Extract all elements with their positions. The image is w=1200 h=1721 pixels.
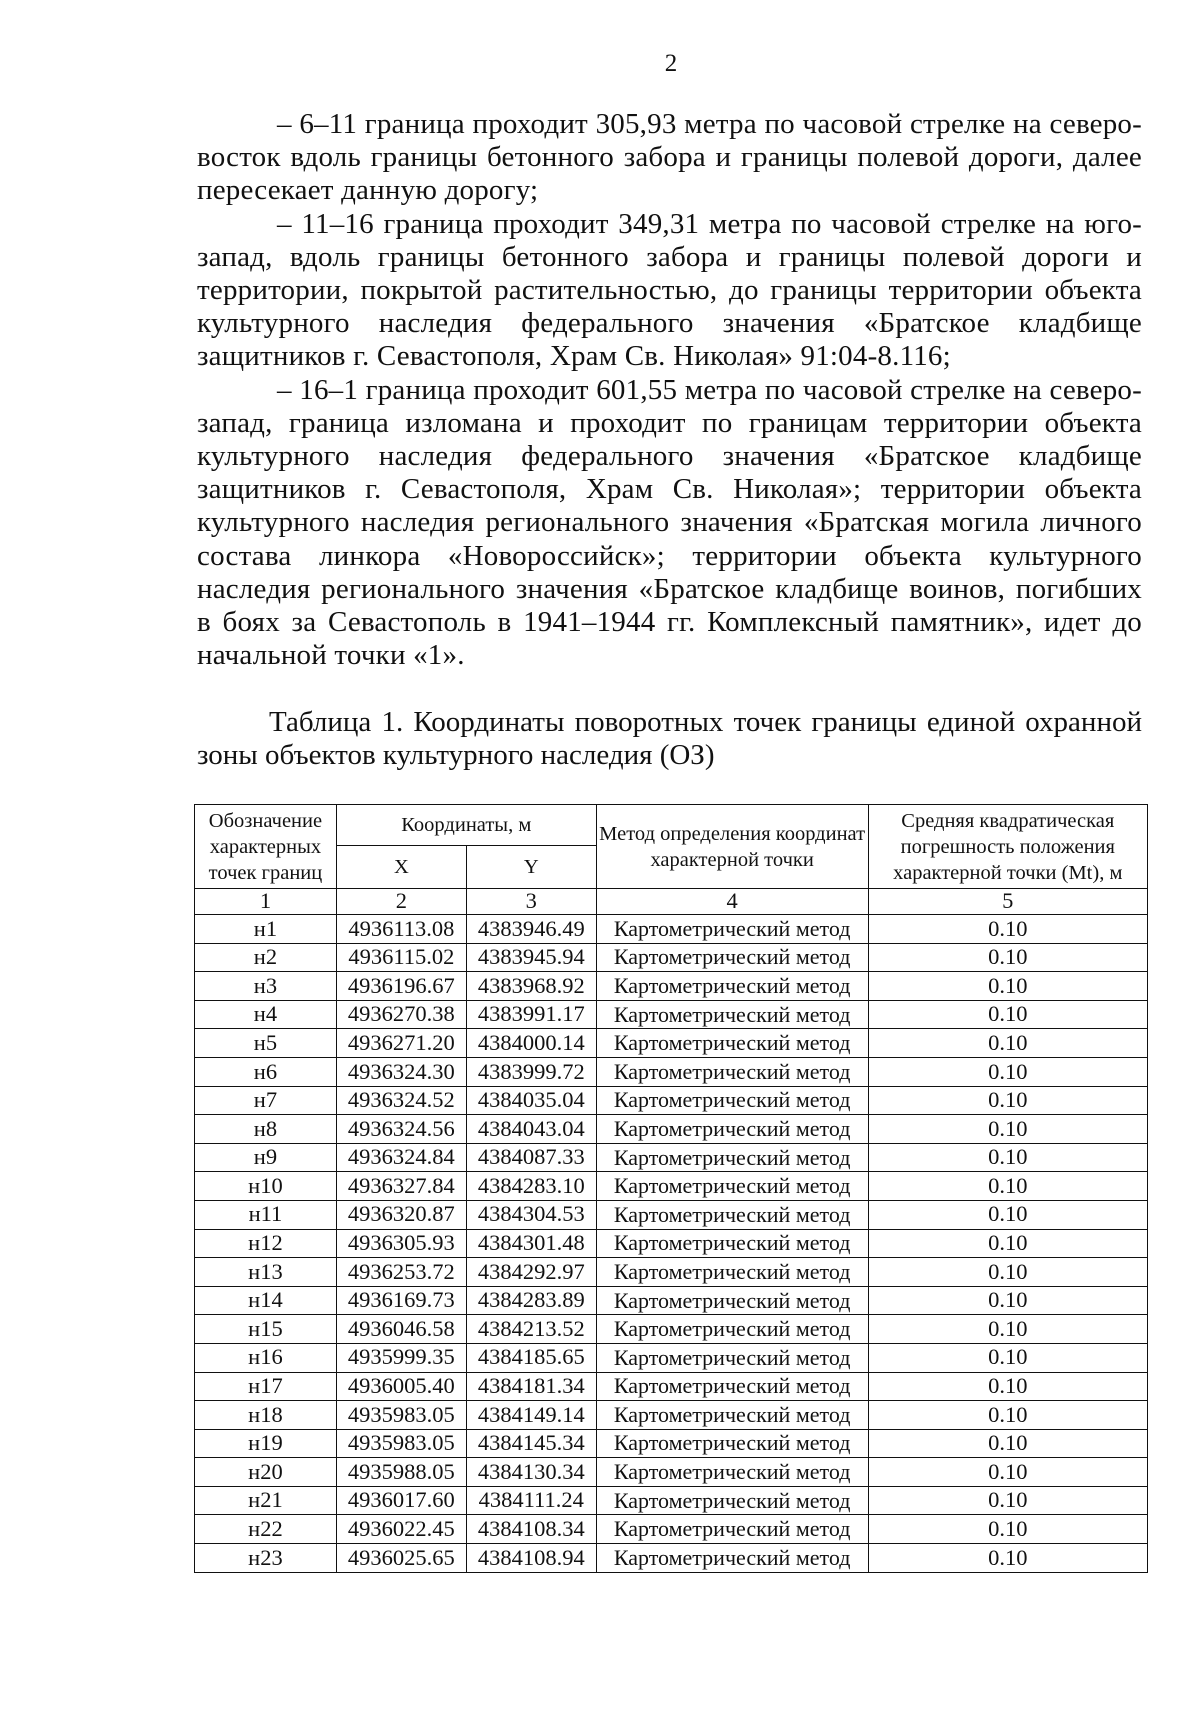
mt-cell: 0.10 (868, 1029, 1147, 1058)
x-cell: 4935983.05 (336, 1401, 466, 1430)
table-row (195, 1057, 1148, 1086)
table-row (195, 1315, 1148, 1344)
point-cell: н7 (195, 1086, 337, 1115)
table-row (195, 1029, 1148, 1058)
y-cell: 4384035.04 (466, 1086, 596, 1115)
point-cell: н17 (195, 1372, 337, 1401)
paragraph-segment-16-1: – 16–1 граница проходит 601,55 метра по часовой стрелке на северо-запад, граница изломана и проходит по границам территории объекта культурного наследия федерального значения «Братское кладбище защитников г. Севастополя, Храм Св. Николая»; территории объекта культурного наследия регионального значения «Братская могила личного состава линкора «Новороссийск»; территории объекта культурного наследия регионального значения «Братское кладбище воинов, погибших в боях за Севастополь в 1941–1944 гг. Комплексный памятник», идет до начальной точки «1». (197, 373, 1142, 672)
mt-cell: 0.10 (868, 1258, 1147, 1287)
mt-cell: 0.10 (868, 972, 1147, 1001)
table-row (195, 1372, 1148, 1401)
table-row (195, 1143, 1148, 1172)
method-cell: Картометрический метод (596, 943, 868, 972)
x-cell: 4936253.72 (336, 1258, 466, 1287)
x-cell: 4936320.87 (336, 1200, 466, 1229)
x-cell: 4936169.73 (336, 1286, 466, 1315)
y-cell: 4384108.34 (466, 1515, 596, 1544)
method-cell: Картометрический метод (596, 1057, 868, 1086)
x-cell: 4936005.40 (336, 1372, 466, 1401)
table-row (195, 1458, 1148, 1487)
table-row (195, 1343, 1148, 1372)
method-cell: Картометрический метод (596, 1029, 868, 1058)
x-cell: 4936046.58 (336, 1315, 466, 1344)
y-cell: 4384304.53 (466, 1200, 596, 1229)
method-cell: Картометрический метод (596, 1372, 868, 1401)
header-designation: Обозначение характерных точек границ (195, 805, 337, 889)
point-cell: н8 (195, 1115, 337, 1144)
x-cell: 4936270.38 (336, 1000, 466, 1029)
point-cell: н11 (195, 1200, 337, 1229)
y-cell: 4384292.97 (466, 1258, 596, 1287)
mt-cell: 0.10 (868, 1401, 1147, 1430)
y-cell: 4384000.14 (466, 1029, 596, 1058)
table-row (195, 1486, 1148, 1515)
table-row (195, 1086, 1148, 1115)
mt-cell: 0.10 (868, 943, 1147, 972)
method-cell: Картометрический метод (596, 1515, 868, 1544)
column-number-row (195, 889, 1148, 915)
mt-cell: 0.10 (868, 1172, 1147, 1201)
column-number: 1 (195, 889, 337, 915)
x-cell: 4935988.05 (336, 1458, 466, 1487)
table-row (195, 1544, 1148, 1573)
table-row (195, 1401, 1148, 1430)
table-row (195, 943, 1148, 972)
x-cell: 4936025.65 (336, 1544, 466, 1573)
table-row (195, 915, 1148, 944)
mt-cell: 0.10 (868, 1086, 1147, 1115)
method-cell: Картометрический метод (596, 1315, 868, 1344)
x-cell: 4936113.08 (336, 915, 466, 944)
column-number: 3 (466, 889, 596, 915)
mt-cell: 0.10 (868, 1200, 1147, 1229)
paragraph-segment-6-11: – 6–11 граница проходит 305,93 метра по часовой стрелке на северо-восток вдоль границы бетонного забора и границы полевой дороги, далее пересекает данную дорогу; (197, 108, 1142, 207)
method-cell: Картометрический метод (596, 1086, 868, 1115)
point-cell: н21 (195, 1486, 337, 1515)
method-cell: Картометрический метод (596, 1544, 868, 1573)
header-x: X (336, 846, 466, 889)
method-cell: Картометрический метод (596, 1343, 868, 1372)
method-cell: Картометрический метод (596, 1200, 868, 1229)
method-cell: Картометрический метод (596, 1458, 868, 1487)
method-cell: Картометрический метод (596, 1486, 868, 1515)
mt-cell: 0.10 (868, 1486, 1147, 1515)
method-cell: Картометрический метод (596, 972, 868, 1001)
x-cell: 4936196.67 (336, 972, 466, 1001)
point-cell: н4 (195, 1000, 337, 1029)
y-cell: 4383945.94 (466, 943, 596, 972)
table-row (195, 1286, 1148, 1315)
table-row (195, 1515, 1148, 1544)
page-number: 2 (664, 50, 678, 77)
y-cell: 4384145.34 (466, 1429, 596, 1458)
method-cell: Картометрический метод (596, 1286, 868, 1315)
mt-cell: 0.10 (868, 1229, 1147, 1258)
y-cell: 4384111.24 (466, 1486, 596, 1515)
table-row (195, 1258, 1148, 1287)
method-cell: Картометрический метод (596, 1401, 868, 1430)
column-number: 2 (336, 889, 466, 915)
y-cell: 4383991.17 (466, 1000, 596, 1029)
method-cell: Картометрический метод (596, 1172, 868, 1201)
point-cell: н23 (195, 1544, 337, 1573)
point-cell: н2 (195, 943, 337, 972)
x-cell: 4936271.20 (336, 1029, 466, 1058)
mt-cell: 0.10 (868, 1458, 1147, 1487)
y-cell: 4383968.92 (466, 972, 596, 1001)
point-cell: н18 (195, 1401, 337, 1430)
method-cell: Картометрический метод (596, 915, 868, 944)
table-row (195, 1429, 1148, 1458)
point-cell: н20 (195, 1458, 337, 1487)
method-cell: Картометрический метод (596, 1143, 868, 1172)
x-cell: 4935999.35 (336, 1343, 466, 1372)
x-cell: 4935983.05 (336, 1429, 466, 1458)
table-row (195, 1200, 1148, 1229)
x-cell: 4936017.60 (336, 1486, 466, 1515)
y-cell: 4384213.52 (466, 1315, 596, 1344)
point-cell: н10 (195, 1172, 337, 1201)
x-cell: 4936022.45 (336, 1515, 466, 1544)
mt-cell: 0.10 (868, 1544, 1147, 1573)
y-cell: 4383999.72 (466, 1057, 596, 1086)
header-method: Метод определения координат характерной точки (596, 805, 868, 889)
point-cell: н19 (195, 1429, 337, 1458)
method-cell: Картометрический метод (596, 1229, 868, 1258)
y-cell: 4384149.14 (466, 1401, 596, 1430)
x-cell: 4936324.52 (336, 1086, 466, 1115)
table-row (195, 1172, 1148, 1201)
header-y: Y (466, 846, 596, 889)
x-cell: 4936115.02 (336, 943, 466, 972)
y-cell: 4384283.89 (466, 1286, 596, 1315)
y-cell: 4384301.48 (466, 1229, 596, 1258)
x-cell: 4936327.84 (336, 1172, 466, 1201)
mt-cell: 0.10 (868, 1515, 1147, 1544)
y-cell: 4384283.10 (466, 1172, 596, 1201)
point-cell: н5 (195, 1029, 337, 1058)
point-cell: н13 (195, 1258, 337, 1287)
mt-cell: 0.10 (868, 1372, 1147, 1401)
point-cell: н14 (195, 1286, 337, 1315)
method-cell: Картометрический метод (596, 1429, 868, 1458)
point-cell: н12 (195, 1229, 337, 1258)
table-caption: Таблица 1. Координаты поворотных точек границы единой охранной зоны объектов культурного наследия (ОЗ) (197, 706, 1142, 772)
method-cell: Картометрический метод (596, 1115, 868, 1144)
table-row (195, 1229, 1148, 1258)
mt-cell: 0.10 (868, 1000, 1147, 1029)
method-cell: Картометрический метод (596, 1258, 868, 1287)
paragraph-segment-11-16: – 11–16 граница проходит 349,31 метра по часовой стрелке на юго-запад, вдоль границы бетонного забора и границы полевой дороги и территории, покрытой растительностью, до границы территории объекта культурного наследия федерального значения «Братское кладбище защитников г. Севастополя, Храм Св. Николая» 91:04-8.116; (197, 207, 1142, 373)
y-cell: 4384185.65 (466, 1343, 596, 1372)
method-cell: Картометрический метод (596, 1000, 868, 1029)
point-cell: н1 (195, 915, 337, 944)
mt-cell: 0.10 (868, 915, 1147, 944)
mt-cell: 0.10 (868, 1315, 1147, 1344)
x-cell: 4936324.30 (336, 1057, 466, 1086)
point-cell: н9 (195, 1143, 337, 1172)
column-number: 5 (868, 889, 1147, 915)
table-row (195, 972, 1148, 1001)
point-cell: н22 (195, 1515, 337, 1544)
y-cell: 4384181.34 (466, 1372, 596, 1401)
x-cell: 4936324.84 (336, 1143, 466, 1172)
body-text (197, 108, 1142, 672)
point-cell: н6 (195, 1057, 337, 1086)
mt-cell: 0.10 (868, 1343, 1147, 1372)
header-error: Средняя квадратическая погрешность положения характерной точки (Mt), м (868, 805, 1147, 889)
x-cell: 4936305.93 (336, 1229, 466, 1258)
column-number: 4 (596, 889, 868, 915)
mt-cell: 0.10 (868, 1429, 1147, 1458)
y-cell: 4384130.34 (466, 1458, 596, 1487)
y-cell: 4384043.04 (466, 1115, 596, 1144)
point-cell: н16 (195, 1343, 337, 1372)
coordinates-table (194, 804, 1148, 1573)
table-row (195, 1115, 1148, 1144)
point-cell: н15 (195, 1315, 337, 1344)
mt-cell: 0.10 (868, 1057, 1147, 1086)
table-row (195, 1000, 1148, 1029)
mt-cell: 0.10 (868, 1115, 1147, 1144)
y-cell: 4384108.94 (466, 1544, 596, 1573)
mt-cell: 0.10 (868, 1143, 1147, 1172)
header-coordinates: Координаты, м (336, 805, 596, 846)
mt-cell: 0.10 (868, 1286, 1147, 1315)
point-cell: н3 (195, 972, 337, 1001)
x-cell: 4936324.56 (336, 1115, 466, 1144)
y-cell: 4384087.33 (466, 1143, 596, 1172)
y-cell: 4383946.49 (466, 915, 596, 944)
